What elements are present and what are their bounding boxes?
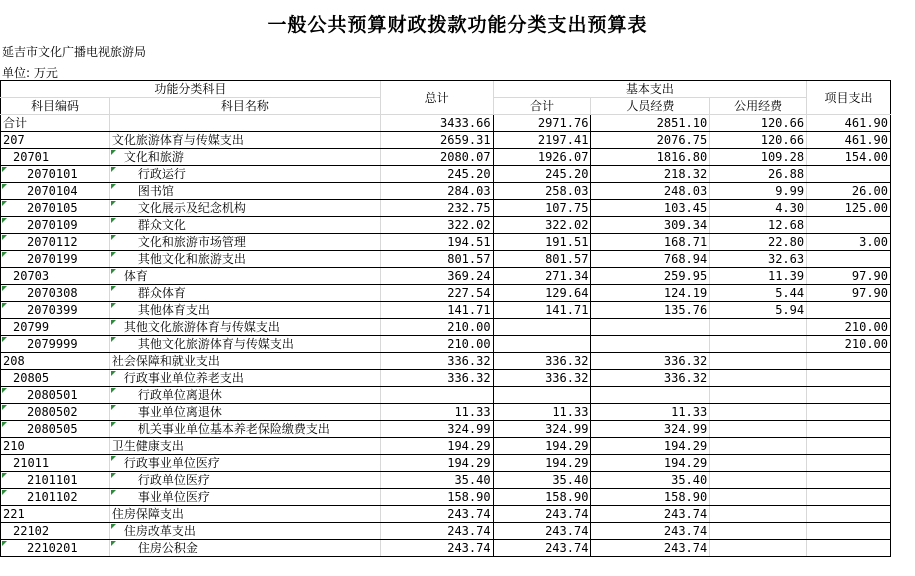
table-row [1,472,915,489]
cell-code: 2070308 [1,285,110,302]
spacer-cell [891,421,915,438]
cell-total: 2659.31 [380,132,493,149]
cell-personnel: 336.32 [591,370,710,387]
cell-name: 行政单位离退休 [109,387,380,404]
table-row [1,268,915,285]
cell-public [710,523,807,540]
cell-personnel: 768.94 [591,251,710,268]
page-title: 一般公共预算财政拨款功能分类支出预算表 [267,14,648,36]
spacer-cell [891,523,915,540]
header-total: 总计 [380,81,493,115]
cell-sum: 191.51 [493,234,591,251]
table-row [1,353,915,370]
spacer-cell [891,285,915,302]
cell-personnel: 248.03 [591,183,710,200]
spacer-cell [891,353,915,370]
cell-personnel: 2076.75 [591,132,710,149]
cell-sum [493,387,591,404]
cell-personnel: 336.32 [591,353,710,370]
cell-public [710,455,807,472]
table-row [1,166,915,183]
cell-name: 住房保障支出 [109,506,380,523]
cell-public: 22.80 [710,234,807,251]
cell-name: 事业单位离退休 [109,404,380,421]
cell-total: 35.40 [380,472,493,489]
cell-code: 22102 [1,523,110,540]
cell-code: 221 [1,506,110,523]
header-row-1 [1,81,915,98]
cell-name: 住房公积金 [109,540,380,557]
spacer-cell [891,251,915,268]
table-row [1,302,915,319]
cell-public: 5.44 [710,285,807,302]
header-func: 功能分类科目 [1,81,381,98]
table-row [1,489,915,506]
spacer-cell [891,319,915,336]
cell-code: 2070199 [1,251,110,268]
table-row [1,370,915,387]
cell-personnel [591,336,710,353]
table-row [1,183,915,200]
spacer-cell [891,268,915,285]
cell-code: 2080501 [1,387,110,404]
cell-name: 社会保障和就业支出 [109,353,380,370]
spacer-cell [891,217,915,234]
cell-personnel: 158.90 [591,489,710,506]
cell-sum: 129.64 [493,285,591,302]
cell-total [380,387,493,404]
cell-project [807,540,891,557]
cell-sum: 245.20 [493,166,591,183]
cell-sum [493,319,591,336]
cell-total: 243.74 [380,540,493,557]
table-row [1,319,915,336]
cell-personnel: 2851.10 [591,115,710,132]
table-row [1,438,915,455]
spacer-cell [891,489,915,506]
cell-public: 4.30 [710,200,807,217]
cell-name: 图书馆 [109,183,380,200]
cell-code: 20799 [1,319,110,336]
spacer-cell [891,438,915,455]
organization-name: 延吉市文化广播电视旅游局 [2,45,147,59]
table-row [1,285,915,302]
cell-code: 207 [1,132,110,149]
cell-sum: 1926.07 [493,149,591,166]
cell-code: 208 [1,353,110,370]
cell-name: 住房改革支出 [109,523,380,540]
cell-sum: 35.40 [493,472,591,489]
cell-code: 2070101 [1,166,110,183]
cell-sum: 243.74 [493,506,591,523]
spacer-cell [891,540,915,557]
header-code: 科目编码 [1,98,110,115]
cell-personnel: 218.32 [591,166,710,183]
cell-project [807,302,891,319]
table-row [1,523,915,540]
cell-project [807,438,891,455]
cell-total: 2080.07 [380,149,493,166]
cell-code: 2070105 [1,200,110,217]
budget-table [0,80,915,557]
cell-sum: 336.32 [493,370,591,387]
cell-project: 154.00 [807,149,891,166]
cell-code: 210 [1,438,110,455]
cell-sum: 243.74 [493,540,591,557]
cell-project [807,404,891,421]
spacer-cell [891,183,915,200]
cell-code: 2070399 [1,302,110,319]
cell-public [710,506,807,523]
cell-public: 12.68 [710,217,807,234]
cell-total: 243.74 [380,506,493,523]
header-sum: 合计 [493,98,591,115]
cell-total: 245.20 [380,166,493,183]
cell-sum: 11.33 [493,404,591,421]
header-public: 公用经费 [710,98,807,115]
cell-name: 行政单位医疗 [109,472,380,489]
cell-personnel: 243.74 [591,540,710,557]
cell-project [807,370,891,387]
cell-personnel: 135.76 [591,302,710,319]
spacer-cell [891,234,915,251]
cell-sum: 141.71 [493,302,591,319]
table-row [1,217,915,234]
cell-total: 11.33 [380,404,493,421]
cell-code: 20805 [1,370,110,387]
cell-personnel: 194.29 [591,455,710,472]
cell-name: 机关事业单位基本养老保险缴费支出 [109,421,380,438]
cell-project: 210.00 [807,319,891,336]
table-row [1,115,915,132]
spacer-cell [891,200,915,217]
cell-sum: 2197.41 [493,132,591,149]
cell-project: 26.00 [807,183,891,200]
table-row [1,387,915,404]
cell-project: 3.00 [807,234,891,251]
cell-name: 群众文化 [109,217,380,234]
cell-project [807,166,891,183]
cell-total: 243.74 [380,523,493,540]
cell-personnel: 243.74 [591,523,710,540]
cell-code: 2080502 [1,404,110,421]
cell-name: 卫生健康支出 [109,438,380,455]
cell-project [807,506,891,523]
cell-public: 26.88 [710,166,807,183]
cell-sum: 194.29 [493,455,591,472]
cell-project [807,489,891,506]
cell-project [807,421,891,438]
cell-personnel: 259.95 [591,268,710,285]
spacer-cell [891,404,915,421]
cell-project: 461.90 [807,115,891,132]
cell-total: 284.03 [380,183,493,200]
cell-sum: 194.29 [493,438,591,455]
cell-project [807,251,891,268]
cell-sum: 107.75 [493,200,591,217]
cell-code: 合计 [1,115,110,132]
cell-public: 11.39 [710,268,807,285]
cell-sum: 243.74 [493,523,591,540]
spacer-cell [891,472,915,489]
header-project: 项目支出 [807,81,891,115]
spacer-cell [891,132,915,149]
cell-code: 2210201 [1,540,110,557]
spacer-cell [891,455,915,472]
cell-code: 2101101 [1,472,110,489]
cell-name [109,115,380,132]
cell-project [807,387,891,404]
cell-name: 文化和旅游 [109,149,380,166]
cell-total: 336.32 [380,353,493,370]
cell-name: 文化和旅游市场管理 [109,234,380,251]
cell-name: 其他文化旅游体育与传媒支出 [109,319,380,336]
cell-sum: 801.57 [493,251,591,268]
cell-total: 227.54 [380,285,493,302]
cell-project [807,472,891,489]
cell-name: 文化旅游体育与传媒支出 [109,132,380,149]
cell-name: 行政事业单位医疗 [109,455,380,472]
cell-project: 125.00 [807,200,891,217]
cell-sum: 324.99 [493,421,591,438]
cell-sum [493,336,591,353]
cell-total: 194.51 [380,234,493,251]
cell-code: 2070109 [1,217,110,234]
cell-personnel [591,387,710,404]
cell-code: 21011 [1,455,110,472]
spacer-cell [891,302,915,319]
cell-total: 158.90 [380,489,493,506]
cell-personnel: 35.40 [591,472,710,489]
cell-sum: 258.03 [493,183,591,200]
cell-name: 其他体育支出 [109,302,380,319]
spacer-cell [891,387,915,404]
cell-total: 210.00 [380,319,493,336]
cell-public [710,370,807,387]
cell-code: 2079999 [1,336,110,353]
table-row [1,251,915,268]
cell-total: 3433.66 [380,115,493,132]
cell-code: 2070112 [1,234,110,251]
cell-total: 232.75 [380,200,493,217]
table-row [1,336,915,353]
cell-personnel: 243.74 [591,506,710,523]
spacer-cell [891,506,915,523]
cell-total: 369.24 [380,268,493,285]
header-name: 科目名称 [109,98,380,115]
cell-public: 32.63 [710,251,807,268]
cell-personnel [591,319,710,336]
cell-project [807,523,891,540]
cell-public [710,387,807,404]
cell-total: 194.29 [380,455,493,472]
cell-public [710,319,807,336]
cell-total: 194.29 [380,438,493,455]
cell-personnel: 168.71 [591,234,710,251]
cell-project: 461.90 [807,132,891,149]
spacer-cell [891,370,915,387]
cell-sum: 271.34 [493,268,591,285]
cell-sum: 336.32 [493,353,591,370]
cell-code: 20701 [1,149,110,166]
cell-code: 2070104 [1,183,110,200]
table-row [1,132,915,149]
cell-name: 其他文化和旅游支出 [109,251,380,268]
cell-public [710,438,807,455]
unit-label: 单位: 万元 [2,66,58,80]
table-row [1,506,915,523]
cell-personnel: 194.29 [591,438,710,455]
cell-name: 其他文化旅游体育与传媒支出 [109,336,380,353]
spacer-cell [891,166,915,183]
cell-sum: 158.90 [493,489,591,506]
cell-project: 97.90 [807,268,891,285]
cell-name: 群众体育 [109,285,380,302]
table-row [1,200,915,217]
cell-total: 210.00 [380,336,493,353]
cell-public: 9.99 [710,183,807,200]
cell-public [710,353,807,370]
cell-name: 文化展示及纪念机构 [109,200,380,217]
cell-personnel: 324.99 [591,421,710,438]
cell-personnel: 124.19 [591,285,710,302]
table-row [1,149,915,166]
cell-personnel: 309.34 [591,217,710,234]
cell-project: 97.90 [807,285,891,302]
spacer-cell [891,149,915,166]
cell-name: 行政事业单位养老支出 [109,370,380,387]
cell-public: 109.28 [710,149,807,166]
table-row [1,455,915,472]
header-basic: 基本支出 [493,81,807,98]
cell-code: 2080505 [1,421,110,438]
cell-personnel: 11.33 [591,404,710,421]
cell-name: 体育 [109,268,380,285]
table-row [1,404,915,421]
cell-public [710,489,807,506]
cell-total: 322.02 [380,217,493,234]
header-personnel: 人员经费 [591,98,710,115]
cell-project [807,353,891,370]
cell-total: 141.71 [380,302,493,319]
cell-sum: 322.02 [493,217,591,234]
cell-public [710,336,807,353]
cell-project [807,455,891,472]
cell-public: 120.66 [710,115,807,132]
cell-project [807,217,891,234]
cell-project: 210.00 [807,336,891,353]
cell-public [710,540,807,557]
cell-public [710,472,807,489]
cell-personnel: 103.45 [591,200,710,217]
table-row [1,421,915,438]
spacer-cell [891,336,915,353]
cell-total: 801.57 [380,251,493,268]
cell-public [710,404,807,421]
cell-sum: 2971.76 [493,115,591,132]
cell-total: 324.99 [380,421,493,438]
cell-total: 336.32 [380,370,493,387]
cell-public: 5.94 [710,302,807,319]
cell-personnel: 1816.80 [591,149,710,166]
table-row [1,234,915,251]
table-row [1,540,915,557]
cell-public [710,421,807,438]
cell-name: 行政运行 [109,166,380,183]
cell-code: 20703 [1,268,110,285]
cell-public: 120.66 [710,132,807,149]
cell-code: 2101102 [1,489,110,506]
cell-name: 事业单位医疗 [109,489,380,506]
spacer-cell [891,115,915,132]
